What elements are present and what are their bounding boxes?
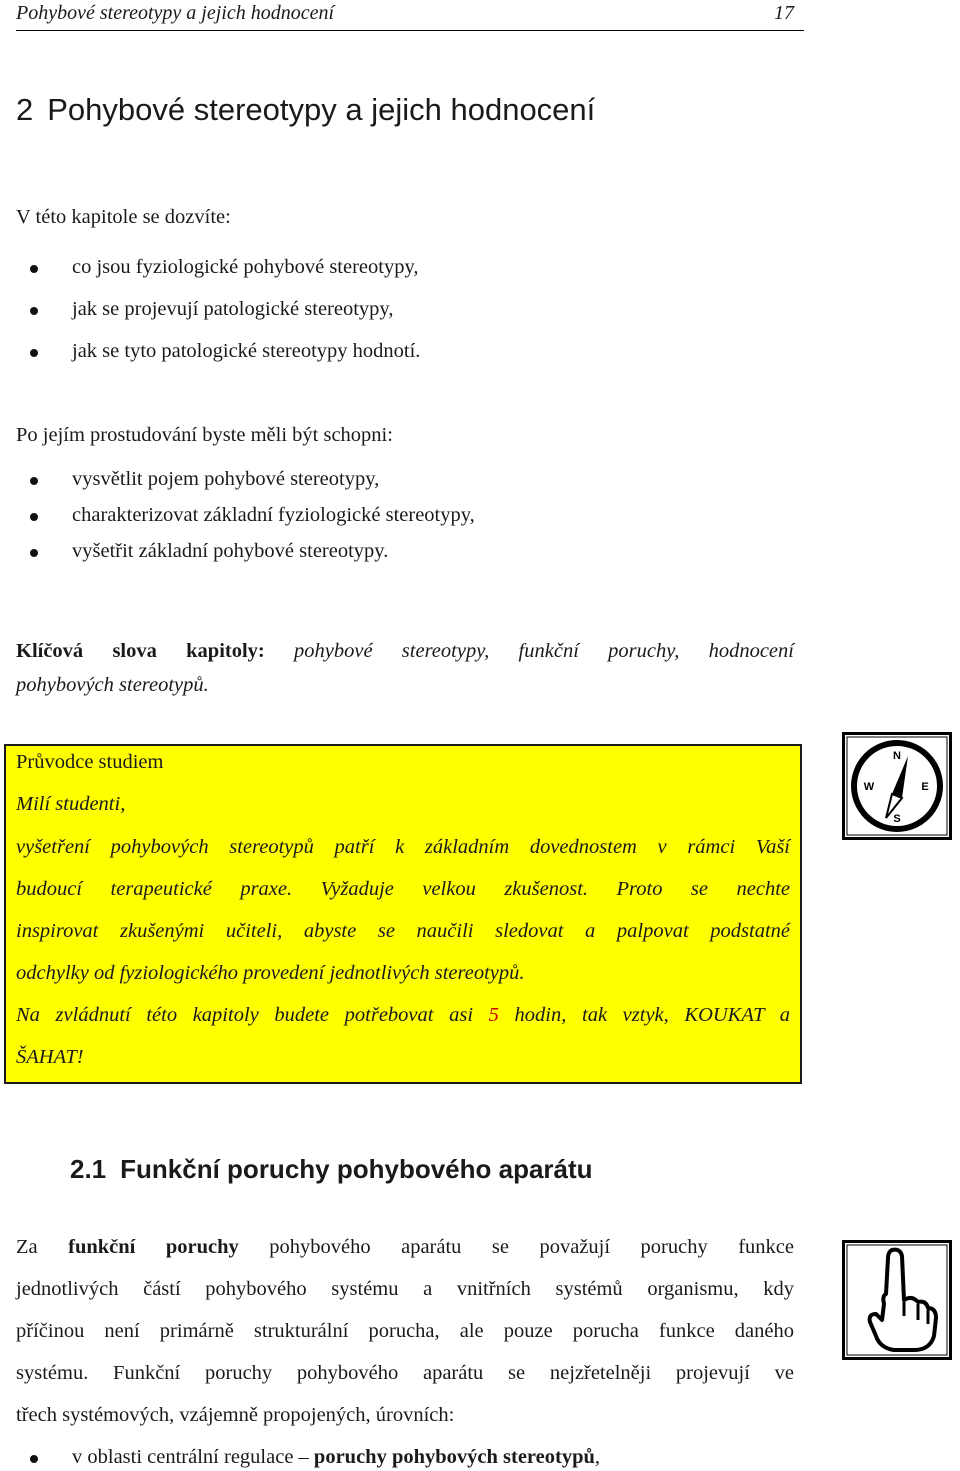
compass-letter-s: S <box>893 813 901 825</box>
paragraph-line: příčinou není primárně strukturální porucha, ale pouze porucha funkce daného <box>16 1320 794 1342</box>
study-hours: 5 <box>488 1004 499 1026</box>
skills-heading: Po jejím prostudování byste měli být schopni: <box>16 424 393 446</box>
study-guide-line: vyšetření pohybových stereotypů patří k základním dovednostem v rámci Vaší <box>16 836 790 858</box>
bullet-icon <box>30 513 38 521</box>
running-header-title: Pohybové stereotypy a jejich hodnocení <box>16 2 335 24</box>
keywords-list: pohybové stereotypy, funkční poruchy, hodnocení <box>294 640 794 662</box>
paragraph-line: třech systémových, vzájemně propojených, úrovních: <box>16 1404 455 1426</box>
term-functional-disorders: funkční poruchy <box>68 1236 239 1258</box>
study-guide-line: budoucí terapeutické praxe. Vyžaduje velkou zkušenost. Proto se nechte <box>16 878 790 900</box>
learn-heading: V této kapitole se dozvíte: <box>16 206 231 228</box>
section-heading <box>70 1154 593 1185</box>
study-guide-line: inspirovat zkušenými učiteli, abyste se naučili sledovat a palpovat podstatné <box>16 920 790 942</box>
bullet-icon <box>30 477 38 485</box>
compass-letter-w: W <box>863 781 875 793</box>
study-guide-title: Průvodce studiem <box>16 751 164 773</box>
compass-icon <box>842 732 952 840</box>
compass-letter-n: N <box>893 750 901 762</box>
study-time-end: ŠAHAT! <box>16 1046 84 1068</box>
paragraph-line: systému. Funkční poruchy pohybového aparátu se nejzřetelněji projevují ve <box>16 1362 794 1384</box>
chapter-heading <box>16 92 595 128</box>
bullet-icon <box>30 549 38 557</box>
keywords-label: Klíčová slova kapitoly: <box>16 640 265 662</box>
bullet-icon <box>30 265 38 273</box>
bullet-icon <box>30 349 38 357</box>
bullet-icon <box>30 307 38 315</box>
study-guide-line: odchylky od fyziologického provedení jednotlivých stereotypů. <box>16 962 525 984</box>
chapter-number: 2 <box>16 92 34 127</box>
bullet-icon <box>30 1455 38 1463</box>
compass-letter-e: E <box>921 781 929 793</box>
term-motor-stereotype-disorders: poruchy pohybových stereotypů <box>313 1446 595 1468</box>
page-number: 17 <box>774 2 794 24</box>
paragraph-line: jednotlivých částí pohybového systému a vnitřních systémů organismu, kdy <box>16 1278 794 1300</box>
section-number: 2.1 <box>70 1154 107 1184</box>
paragraph-line: Za funkční poruchy pohybového aparátu se považují poruchy funkce <box>16 1236 794 1258</box>
keywords-continuation: pohybových stereotypů. <box>16 674 209 696</box>
pointing-finger-icon <box>842 1240 952 1360</box>
keywords-line <box>16 640 794 663</box>
section-title: Funkční poruchy pohybového aparátu <box>120 1154 593 1184</box>
study-time-line: Na zvládnutí této kapitoly budete potřebovat asi 5 hodin, tak vztyk, KOUKAT a <box>16 1004 791 1026</box>
study-guide-greeting: Milí studenti, <box>16 793 126 815</box>
running-header <box>16 0 804 31</box>
chapter-title: Pohybové stereotypy a jejich hodnocení <box>47 92 596 127</box>
